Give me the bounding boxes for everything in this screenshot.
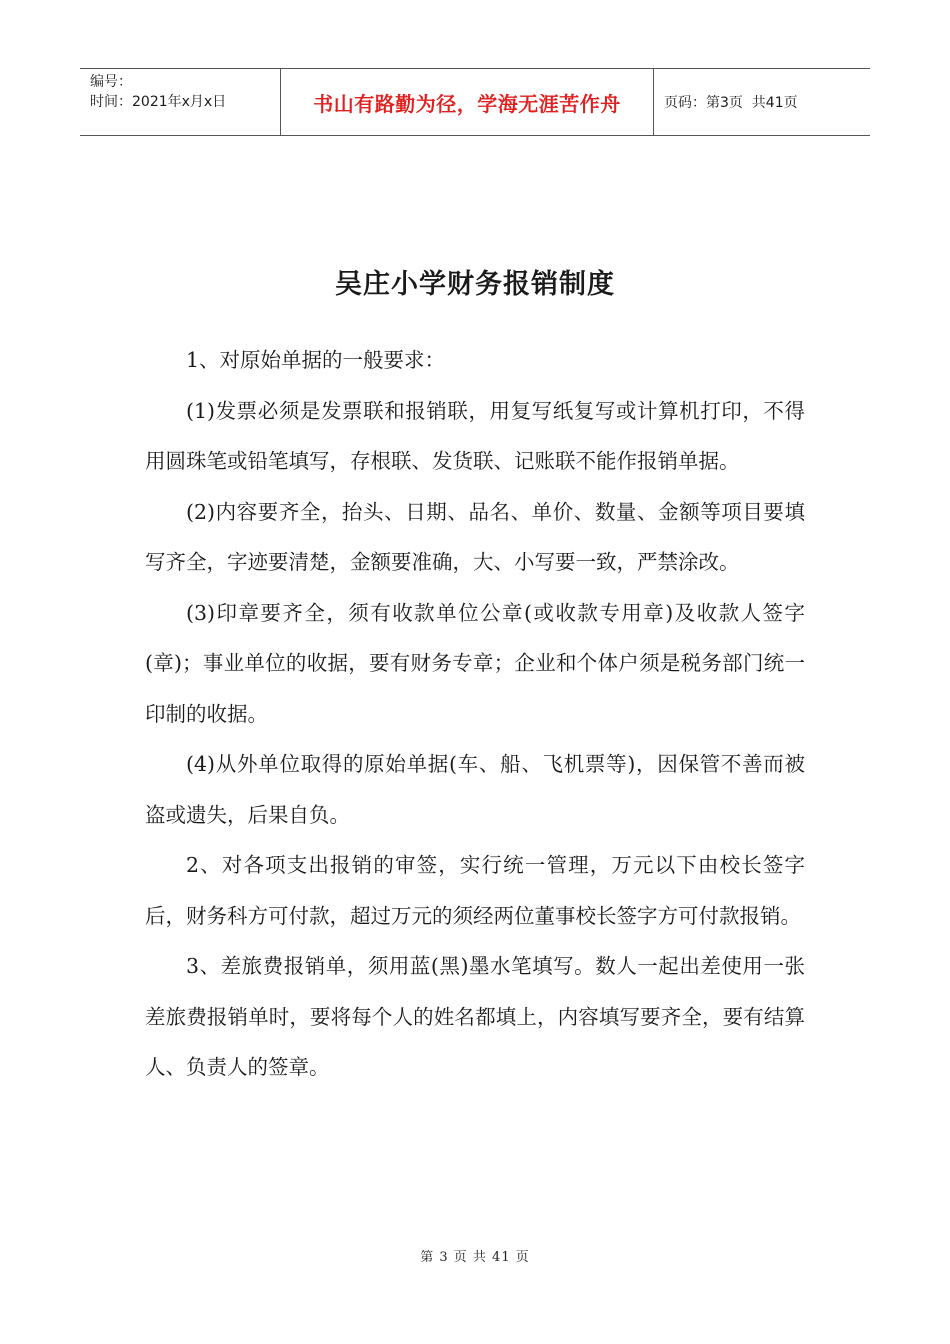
page-footer: 第 3 页 共 41 页 [420, 1250, 530, 1265]
document-date-label: 时间：2021年x月x日 [90, 94, 227, 110]
document-number-label: 编号： [90, 74, 132, 90]
paragraph: 3、差旅费报销单，须用蓝(黑)墨水笔填写。数人一起出差使用一张差旅费报销单时，要将每个人的姓名都填上，内容填写要齐全，要有结算人、负责人的签章。 [145, 954, 805, 1079]
document-title: 吴庄小学财务报销制度 [335, 269, 615, 300]
page-header [80, 68, 870, 136]
header-page-number: 页码：第3页 共41页 [664, 95, 798, 111]
paragraph: (1)发票必须是发票联和报销联，用复写纸复写或计算机打印，不得用圆珠笔或铅笔填写，存根联、发货联、记账联不能作报销单据。 [145, 398, 805, 473]
header-page-cell [654, 69, 870, 135]
header-motto: 书山有路勤为径，学海无涯苦作舟 [313, 91, 621, 116]
paragraph: (4)从外单位取得的原始单据(车、船、飞机票等)，因保管不善而被盗或遗失，后果自负。 [145, 752, 805, 827]
paragraph: 2、对各项支出报销的审签，实行统一管理，万元以下由校长签字后，财务科方可付款，超过万元的须经两位董事校长签字方可付款报销。 [145, 853, 805, 928]
document-body [145, 335, 805, 1093]
paragraph: 1、对原始单据的一般要求： [186, 348, 446, 372]
header-meta-cell [80, 69, 281, 135]
header-motto-cell [281, 69, 654, 135]
paragraph: (3)印章要齐全，须有收款单位公章(或收款专用章)及收款人签字(章)；事业单位的收据，要有财务专章；企业和个体户须是税务部门统一印制的收据。 [145, 600, 805, 726]
paragraph: (2)内容要齐全，抬头、日期、品名、单价、数量、金额等项目要填写齐全，字迹要清楚，金额要准确，大、小写要一致，严禁涂改。 [145, 499, 805, 574]
